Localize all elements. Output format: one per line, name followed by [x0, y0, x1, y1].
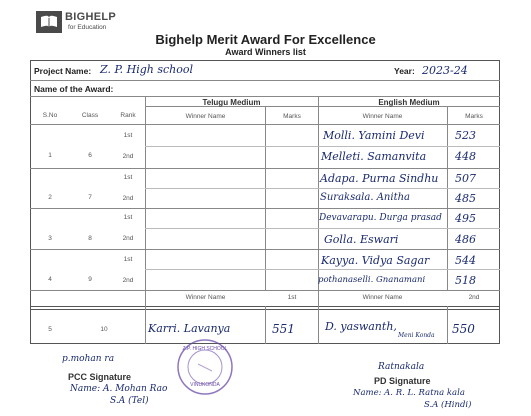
- project-label: Project Name:: [34, 66, 92, 76]
- col-te-winner: Winner Name: [185, 113, 226, 120]
- en-winner-marks: 485: [455, 192, 476, 205]
- book-logo-icon: [36, 11, 62, 33]
- header-english-medium: English Medium: [378, 98, 440, 107]
- en-winner-name: Suraksala. Anitha: [320, 192, 410, 203]
- en-winner-marks: 448: [455, 150, 476, 163]
- stamp-text-top: Z.P. HIGH SCHOOL: [182, 346, 228, 352]
- row5-header-first: 1st: [287, 294, 297, 301]
- pd-role: S.A (Hindi): [424, 400, 472, 410]
- row5-header-en-winner: Winner Name: [362, 294, 403, 301]
- rank-second: 2nd: [122, 153, 134, 160]
- en-winner-marks: 486: [455, 233, 476, 246]
- rank-second: 2nd: [122, 277, 134, 284]
- row-sno: 3: [48, 235, 52, 242]
- rank-first: 1st: [123, 132, 133, 139]
- row-class: 6: [88, 152, 92, 159]
- en-winner-name: Adapa. Purna Sindhu: [320, 172, 439, 185]
- page-subtitle: Award Winners list: [225, 47, 306, 57]
- rank-first: 1st: [123, 256, 133, 263]
- en-winner-name: pothanaselli. Gnanamani: [318, 275, 426, 285]
- project-value: Z. P. High school: [100, 63, 193, 76]
- school-stamp: [176, 338, 234, 396]
- en-winner-marks: 518: [455, 274, 476, 287]
- rank-second: 2nd: [122, 195, 134, 202]
- header-telugu-medium: Telugu Medium: [202, 98, 261, 107]
- pcc-signature: p.mohan ra: [62, 354, 115, 364]
- row-sno: 2: [48, 194, 52, 201]
- en-winner-marks: 550: [452, 322, 475, 336]
- rank-first: 1st: [123, 214, 133, 221]
- en-winner-marks: 495: [455, 212, 476, 225]
- row-sno: 5: [48, 326, 52, 333]
- pcc-signature-label: PCC Signature: [68, 372, 132, 382]
- row-class: 10: [100, 326, 108, 333]
- col-en-winner: Winner Name: [362, 113, 403, 120]
- en-winner-name: Kayya. Vidya Sagar: [321, 254, 430, 267]
- rank-first: 1st: [123, 174, 133, 181]
- stamp-text-bottom: VINUKONDA: [190, 382, 220, 388]
- row5-header-te-winner: Winner Name: [185, 294, 226, 301]
- te-winner-name: Karri. Lavanya: [148, 322, 231, 335]
- pcc-name: Name: A. Mohan Rao: [70, 384, 168, 394]
- col-rank: Rank: [120, 112, 136, 119]
- en-winner-note: Meni Konda: [398, 332, 435, 339]
- col-sno: S.No: [42, 112, 58, 119]
- brand-subtitle: for Education: [68, 24, 107, 31]
- pd-signature-label: PD Signature: [374, 376, 431, 386]
- row-sno: 1: [48, 152, 52, 159]
- pd-signature: Ratnakala: [378, 362, 425, 372]
- col-te-marks: Marks: [283, 113, 301, 120]
- en-winner-marks: 544: [455, 254, 476, 267]
- col-class: Class: [81, 112, 99, 119]
- row-class: 8: [88, 235, 92, 242]
- page-title: Bighelp Merit Award For Excellence: [155, 32, 376, 47]
- pd-name: Name: A. R. L. Ratna kala: [353, 388, 465, 398]
- en-winner-name: Devavarapu. Durga prasad: [319, 213, 442, 223]
- pcc-role: S.A (Tel): [110, 396, 149, 406]
- en-winner-marks: 507: [455, 172, 476, 185]
- row-class: 7: [88, 194, 92, 201]
- logo: [36, 10, 126, 34]
- award-label: Name of the Award:: [34, 84, 114, 94]
- en-winner-name: Melleti. Samanvita: [321, 150, 427, 163]
- brand-name: BIGHELP: [65, 11, 116, 23]
- row5-header-second: 2nd: [468, 294, 480, 301]
- en-winner-marks: 523: [455, 129, 476, 142]
- en-winner-name: Molli. Yamini Devi: [323, 129, 425, 142]
- year-label: Year:: [394, 66, 415, 76]
- row-sno: 4: [48, 276, 52, 283]
- en-winner-name: D. yaswanth,: [325, 320, 397, 333]
- row-class: 9: [88, 276, 92, 283]
- rank-second: 2nd: [122, 235, 134, 242]
- col-en-marks: Marks: [465, 113, 483, 120]
- year-value: 2023-24: [422, 64, 468, 77]
- en-winner-name: Golla. Eswari: [324, 233, 399, 246]
- te-winner-marks: 551: [272, 322, 295, 336]
